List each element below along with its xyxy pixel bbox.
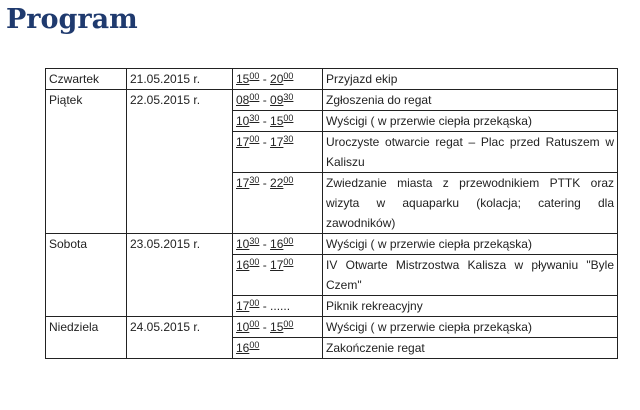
time-cell [233, 255, 323, 296]
time-minutes-value: 00 [249, 257, 260, 267]
day-cell: Niedziela [46, 317, 127, 359]
time-minutes-value: 00 [249, 340, 260, 350]
time-minutes [249, 113, 259, 123]
time-minutes [249, 236, 259, 246]
time-minutes [283, 257, 293, 267]
time-separator: - ...... [259, 299, 291, 313]
time-minutes-value: 00 [249, 134, 260, 144]
time-minutes-value: 00 [283, 113, 294, 123]
time-separator: - [259, 72, 271, 86]
time-minutes-value: 00 [283, 71, 294, 81]
time-separator: - [259, 320, 271, 334]
time-minutes-value: 00 [249, 319, 260, 329]
time-minutes [283, 134, 293, 144]
table-row [46, 317, 618, 338]
event-cell: Przyjazd ekip [323, 69, 618, 90]
day-cell: Sobota [46, 234, 127, 317]
time-separator: - [259, 237, 271, 251]
time-minutes [249, 340, 259, 350]
time-hour: 10 [236, 320, 250, 334]
date-cell: 22.05.2015 r. [127, 90, 233, 234]
event-cell: Wyścigi ( w przerwie ciepła przekąska) [323, 317, 618, 338]
time-cell [233, 296, 323, 317]
time-hour: 15 [236, 72, 250, 86]
time-cell [233, 234, 323, 255]
time-cell [233, 69, 323, 90]
time-minutes-value: 00 [249, 92, 260, 102]
page-title: Program [6, 4, 138, 35]
event-cell: Zwiedzanie miasta z przewodnikiem PTTK oraz wizyta w aquaparku (kolacja; catering dla zawodników) [323, 173, 618, 234]
time-minutes [249, 319, 259, 329]
time-hour: 17 [270, 135, 284, 149]
time-separator: - [259, 135, 271, 149]
time-minutes [283, 236, 293, 246]
time-minutes-value: 30 [283, 134, 294, 144]
time-separator: - [259, 176, 271, 190]
time-minutes [249, 71, 259, 81]
event-cell: Zakończenie regat [323, 338, 618, 359]
time-minutes [283, 92, 293, 102]
time-hour: 16 [270, 237, 284, 251]
time-hour: 16 [236, 258, 250, 272]
time-minutes-value: 00 [249, 298, 260, 308]
event-cell: Uroczyste otwarcie regat – Plac przed Ratuszem w Kaliszu [323, 132, 618, 173]
day-cell: Czwartek [46, 69, 127, 90]
time-hour: 10 [236, 237, 250, 251]
time-minutes [249, 175, 259, 185]
time-minutes [283, 113, 293, 123]
time-hour: 17 [270, 258, 284, 272]
time-minutes-value: 30 [249, 236, 260, 246]
time-minutes-value: 30 [249, 175, 260, 185]
table-row [46, 234, 618, 255]
date-cell: 21.05.2015 r. [127, 69, 233, 90]
time-hour: 08 [236, 93, 250, 107]
time-hour: 10 [236, 114, 250, 128]
event-cell: Zgłoszenia do regat [323, 90, 618, 111]
time-minutes [249, 257, 259, 267]
time-separator: - [259, 93, 271, 107]
time-hour: 20 [270, 72, 284, 86]
table-row [46, 69, 618, 90]
time-hour: 17 [236, 299, 250, 313]
time-hour: 16 [236, 341, 250, 355]
time-minutes [249, 134, 259, 144]
event-cell: Wyścigi ( w przerwie ciepła przekąska) [323, 111, 618, 132]
time-minutes [249, 92, 259, 102]
time-minutes-value: 00 [283, 257, 294, 267]
event-cell: Piknik rekreacyjny [323, 296, 618, 317]
time-hour: 22 [270, 176, 284, 190]
time-minutes [283, 319, 293, 329]
time-cell [233, 132, 323, 173]
time-minutes [283, 175, 293, 185]
time-hour: 15 [270, 114, 284, 128]
program-table [45, 68, 618, 359]
event-cell: Wyścigi ( w przerwie ciepła przekąska) [323, 234, 618, 255]
time-minutes-value: 00 [283, 319, 294, 329]
date-cell: 24.05.2015 r. [127, 317, 233, 359]
time-cell [233, 317, 323, 338]
time-cell [233, 90, 323, 111]
time-minutes-value: 30 [249, 113, 260, 123]
time-minutes [283, 71, 293, 81]
time-separator: - [259, 114, 271, 128]
program-table-body [46, 69, 618, 359]
time-minutes-value: 30 [283, 92, 294, 102]
time-hour: 17 [236, 135, 250, 149]
time-cell [233, 111, 323, 132]
time-separator: - [259, 258, 271, 272]
date-cell: 23.05.2015 r. [127, 234, 233, 317]
day-cell: Piątek [46, 90, 127, 234]
time-minutes-value: 00 [249, 71, 260, 81]
time-minutes-value: 00 [283, 175, 294, 185]
time-minutes-value: 00 [283, 236, 294, 246]
time-hour: 17 [236, 176, 250, 190]
time-hour: 15 [270, 320, 284, 334]
time-cell [233, 338, 323, 359]
table-row [46, 90, 618, 111]
event-cell: IV Otwarte Mistrzostwa Kalisza w pływaniu "Byle Czem" [323, 255, 618, 296]
time-hour: 09 [270, 93, 284, 107]
time-minutes [249, 298, 259, 308]
time-cell [233, 173, 323, 234]
